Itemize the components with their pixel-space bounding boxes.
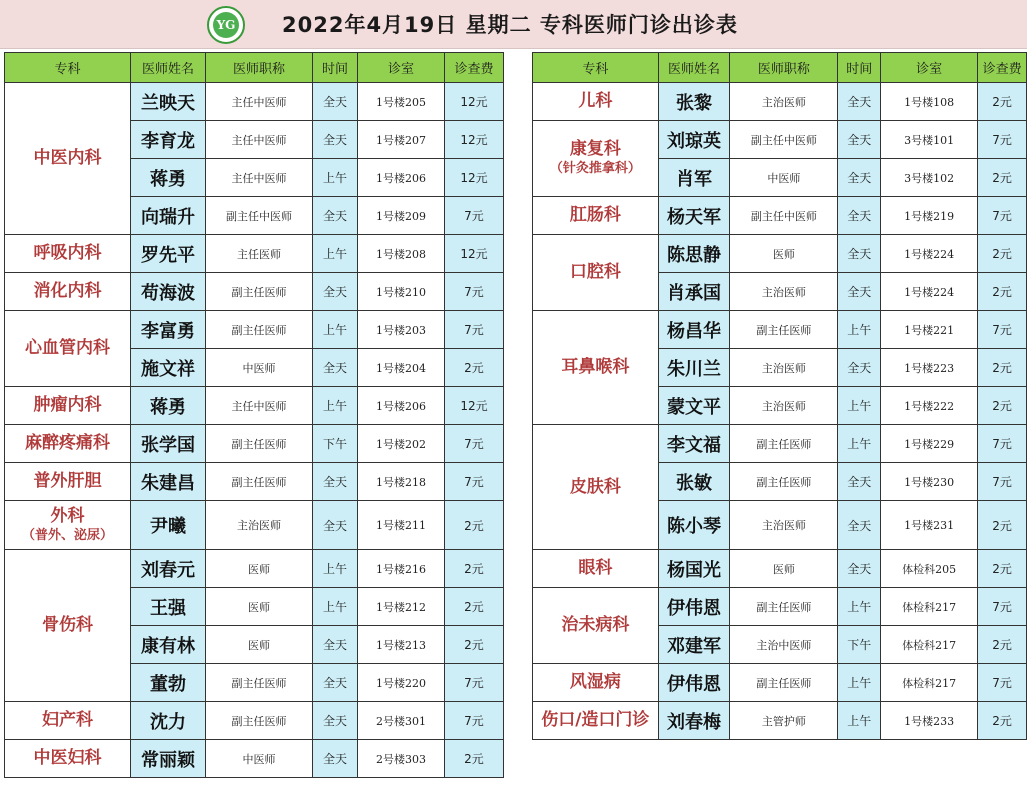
clinic-room: 1号楼207 <box>358 121 445 159</box>
time-slot: 全天 <box>838 349 881 387</box>
consult-fee: 2元 <box>445 349 504 387</box>
clinic-room: 1号楼229 <box>881 425 978 463</box>
department-cell <box>533 702 659 740</box>
consult-fee: 2元 <box>445 740 504 778</box>
department-cell <box>533 311 659 425</box>
doctor-title: 医师 <box>730 550 838 588</box>
time-slot: 全天 <box>838 463 881 501</box>
header-row <box>5 53 504 83</box>
doctor-name: 兰映天 <box>131 83 206 121</box>
consult-fee: 7元 <box>445 425 504 463</box>
consult-fee: 7元 <box>445 311 504 349</box>
clinic-room: 1号楼221 <box>881 311 978 349</box>
doctor-title: 主任中医师 <box>206 387 313 425</box>
time-slot: 上午 <box>313 235 358 273</box>
clinic-room: 1号楼233 <box>881 702 978 740</box>
doctor-title: 副主任医师 <box>730 664 838 702</box>
doctor-name: 沈力 <box>131 702 206 740</box>
time-slot: 全天 <box>838 159 881 197</box>
header-room: 诊室 <box>881 53 978 83</box>
doctor-title: 主任中医师 <box>206 83 313 121</box>
time-slot: 全天 <box>313 83 358 121</box>
doctor-title: 医师 <box>206 588 313 626</box>
table-row <box>533 235 1027 273</box>
clinic-room: 1号楼203 <box>358 311 445 349</box>
consult-fee: 2元 <box>978 550 1027 588</box>
table-row <box>533 83 1027 121</box>
department-name: 肛肠科 <box>569 205 621 225</box>
consult-fee: 2元 <box>978 702 1027 740</box>
consult-fee: 2元 <box>445 626 504 664</box>
consult-fee: 2元 <box>978 387 1027 425</box>
clinic-room: 1号楼224 <box>881 235 978 273</box>
doctor-name: 朱川兰 <box>658 349 730 387</box>
time-slot: 全天 <box>313 273 358 311</box>
consult-fee: 2元 <box>978 626 1027 664</box>
doctor-title: 副主任医师 <box>730 588 838 626</box>
doctor-name: 施文祥 <box>131 349 206 387</box>
header-fee: 诊查费 <box>978 53 1027 83</box>
department-name: 心血管内科 <box>25 338 110 358</box>
time-slot: 下午 <box>838 626 881 664</box>
department-cell <box>5 501 131 550</box>
consult-fee: 7元 <box>445 702 504 740</box>
doctor-title: 主治医师 <box>206 501 313 550</box>
time-slot: 全天 <box>313 197 358 235</box>
doctor-title: 主治医师 <box>730 273 838 311</box>
left-schedule-table <box>4 52 504 778</box>
consult-fee: 2元 <box>978 349 1027 387</box>
doctor-name: 刘琼英 <box>658 121 730 159</box>
doctor-name: 王强 <box>131 588 206 626</box>
time-slot: 上午 <box>838 588 881 626</box>
department-cell <box>5 425 131 463</box>
table-row <box>5 550 504 588</box>
table-row <box>533 121 1027 159</box>
doctor-name: 杨国光 <box>658 550 730 588</box>
doctor-name: 常丽颖 <box>131 740 206 778</box>
table-row <box>5 387 504 425</box>
time-slot: 上午 <box>838 664 881 702</box>
department-name: 耳鼻喉科 <box>561 357 630 377</box>
title-bar <box>0 0 1027 49</box>
time-slot: 上午 <box>313 159 358 197</box>
clinic-room: 1号楼108 <box>881 83 978 121</box>
time-slot: 全天 <box>313 349 358 387</box>
hospital-logo-icon: YG <box>207 6 245 44</box>
page-title: 2022年4月19日 星期二 专科医师门诊出诊表 <box>282 13 738 37</box>
time-slot: 全天 <box>313 463 358 501</box>
doctor-title: 医师 <box>206 626 313 664</box>
doctor-name: 肖军 <box>658 159 730 197</box>
consult-fee: 7元 <box>978 463 1027 501</box>
department-subtitle: （针灸推拿科） <box>549 161 641 176</box>
doctor-name: 康有林 <box>131 626 206 664</box>
department-name: 普外肝胆 <box>33 471 102 491</box>
department-name: 中医妇科 <box>33 748 102 768</box>
doctor-name: 杨天军 <box>658 197 730 235</box>
clinic-room: 1号楼211 <box>358 501 445 550</box>
table-row <box>533 664 1027 702</box>
department-name: 治未病科 <box>561 615 630 635</box>
time-slot: 全天 <box>838 235 881 273</box>
header-title: 医师职称 <box>206 53 313 83</box>
clinic-room: 1号楼213 <box>358 626 445 664</box>
department-cell <box>533 197 659 235</box>
doctor-title: 主管护师 <box>730 702 838 740</box>
department-cell <box>533 664 659 702</box>
department-name: 康复科 <box>569 139 621 159</box>
doctor-title: 主治医师 <box>730 501 838 550</box>
time-slot: 全天 <box>838 83 881 121</box>
consult-fee: 2元 <box>978 83 1027 121</box>
time-slot: 上午 <box>313 588 358 626</box>
consult-fee: 2元 <box>445 588 504 626</box>
table-row <box>533 588 1027 626</box>
department-name: 妇产科 <box>42 710 93 730</box>
consult-fee: 7元 <box>978 425 1027 463</box>
clinic-room: 1号楼223 <box>881 349 978 387</box>
clinic-room: 1号楼209 <box>358 197 445 235</box>
doctor-name: 朱建昌 <box>131 463 206 501</box>
time-slot: 全天 <box>838 197 881 235</box>
doctor-title: 主任医师 <box>206 235 313 273</box>
consult-fee: 7元 <box>445 273 504 311</box>
header-title: 医师职称 <box>730 53 838 83</box>
consult-fee: 7元 <box>978 197 1027 235</box>
time-slot: 全天 <box>838 550 881 588</box>
doctor-name: 罗先平 <box>131 235 206 273</box>
clinic-room: 1号楼231 <box>881 501 978 550</box>
consult-fee: 7元 <box>445 664 504 702</box>
doctor-title: 副主任医师 <box>206 311 313 349</box>
department-name: 中医内科 <box>33 148 102 168</box>
header-row <box>533 53 1027 83</box>
doctor-name: 刘春元 <box>131 550 206 588</box>
department-cell <box>5 311 131 387</box>
clinic-room: 1号楼216 <box>358 550 445 588</box>
department-cell <box>5 702 131 740</box>
clinic-room: 2号楼301 <box>358 702 445 740</box>
time-slot: 全天 <box>313 702 358 740</box>
doctor-title: 医师 <box>206 550 313 588</box>
consult-fee: 12元 <box>445 83 504 121</box>
time-slot: 全天 <box>313 740 358 778</box>
consult-fee: 7元 <box>978 588 1027 626</box>
table-row <box>533 425 1027 463</box>
department-name: 风湿病 <box>569 672 621 692</box>
consult-fee: 2元 <box>445 550 504 588</box>
time-slot: 上午 <box>313 387 358 425</box>
doctor-name: 张学国 <box>131 425 206 463</box>
doctor-name: 肖承国 <box>658 273 730 311</box>
clinic-room: 1号楼230 <box>881 463 978 501</box>
doctor-title: 副主任中医师 <box>730 121 838 159</box>
doctor-name: 张黎 <box>658 83 730 121</box>
doctor-name: 伊伟恩 <box>658 664 730 702</box>
doctor-title: 副主任医师 <box>206 463 313 501</box>
clinic-room: 1号楼220 <box>358 664 445 702</box>
doctor-title: 主治医师 <box>730 349 838 387</box>
doctor-name: 李富勇 <box>131 311 206 349</box>
doctor-title: 主治医师 <box>730 83 838 121</box>
doctor-title: 副主任中医师 <box>206 197 313 235</box>
time-slot: 全天 <box>313 626 358 664</box>
right-schedule-table <box>532 52 1027 740</box>
table-row <box>533 311 1027 349</box>
department-name: 伤口/造口门诊 <box>541 710 650 730</box>
consult-fee: 7元 <box>445 197 504 235</box>
table-row <box>5 235 504 273</box>
doctor-title: 中医师 <box>730 159 838 197</box>
clinic-room: 体检科205 <box>881 550 978 588</box>
department-name: 呼吸内科 <box>33 243 102 263</box>
table-row <box>5 740 504 778</box>
department-cell <box>5 387 131 425</box>
doctor-name: 蒋勇 <box>131 387 206 425</box>
consult-fee: 2元 <box>978 159 1027 197</box>
department-name: 麻醉疼痛科 <box>25 433 110 453</box>
doctor-title: 中医师 <box>206 349 313 387</box>
table-row <box>5 425 504 463</box>
clinic-room: 体检科217 <box>881 588 978 626</box>
clinic-room: 1号楼219 <box>881 197 978 235</box>
header-dept: 专科 <box>533 53 659 83</box>
time-slot: 全天 <box>313 501 358 550</box>
clinic-room: 1号楼218 <box>358 463 445 501</box>
header-doctor: 医师姓名 <box>658 53 730 83</box>
doctor-name: 张敏 <box>658 463 730 501</box>
header-doctor: 医师姓名 <box>131 53 206 83</box>
doctor-name: 杨昌华 <box>658 311 730 349</box>
doctor-title: 主任中医师 <box>206 121 313 159</box>
header-time: 时间 <box>313 53 358 83</box>
time-slot: 上午 <box>313 311 358 349</box>
time-slot: 上午 <box>313 550 358 588</box>
doctor-name: 蒙文平 <box>658 387 730 425</box>
table-row <box>5 273 504 311</box>
department-subtitle: （普外、泌尿） <box>21 527 113 543</box>
consult-fee: 7元 <box>978 311 1027 349</box>
table-row <box>5 702 504 740</box>
consult-fee: 12元 <box>445 235 504 273</box>
time-slot: 全天 <box>313 121 358 159</box>
header-dept: 专科 <box>5 53 131 83</box>
table-row <box>5 311 504 349</box>
doctor-name: 邓建军 <box>658 626 730 664</box>
doctor-title: 主治医师 <box>730 387 838 425</box>
time-slot: 下午 <box>313 425 358 463</box>
doctor-title: 主任中医师 <box>206 159 313 197</box>
department-cell <box>5 83 131 235</box>
table-row <box>533 197 1027 235</box>
consult-fee: 7元 <box>978 121 1027 159</box>
consult-fee: 12元 <box>445 121 504 159</box>
consult-fee: 7元 <box>445 463 504 501</box>
clinic-room: 3号楼102 <box>881 159 978 197</box>
doctor-title: 主治中医师 <box>730 626 838 664</box>
clinic-room: 3号楼101 <box>881 121 978 159</box>
header-room: 诊室 <box>358 53 445 83</box>
doctor-name: 董勃 <box>131 664 206 702</box>
department-name: 皮肤科 <box>569 476 621 497</box>
clinic-room: 1号楼205 <box>358 83 445 121</box>
clinic-room: 1号楼206 <box>358 387 445 425</box>
consult-fee: 2元 <box>445 501 504 550</box>
department-cell <box>533 83 659 121</box>
doctor-name: 陈小琴 <box>658 501 730 550</box>
department-cell <box>5 273 131 311</box>
clinic-room: 1号楼206 <box>358 159 445 197</box>
time-slot: 上午 <box>838 425 881 463</box>
department-name: 口腔科 <box>569 262 621 282</box>
table-row <box>533 550 1027 588</box>
clinic-room: 体检科217 <box>881 626 978 664</box>
clinic-room: 1号楼222 <box>881 387 978 425</box>
department-name: 眼科 <box>578 558 613 578</box>
clinic-room: 1号楼224 <box>881 273 978 311</box>
header-time: 时间 <box>838 53 881 83</box>
table-row <box>5 83 504 121</box>
clinic-room: 1号楼212 <box>358 588 445 626</box>
department-cell <box>5 463 131 501</box>
clinic-room: 1号楼208 <box>358 235 445 273</box>
department-cell <box>5 740 131 778</box>
department-name: 肿瘤内科 <box>33 395 102 415</box>
department-name: 消化内科 <box>33 281 102 301</box>
doctor-name: 伊伟恩 <box>658 588 730 626</box>
table-row <box>5 501 504 550</box>
doctor-title: 医师 <box>730 235 838 273</box>
consult-fee: 2元 <box>978 273 1027 311</box>
department-cell <box>533 121 659 197</box>
department-name: 儿科 <box>578 91 613 111</box>
department-name: 外科 <box>50 505 85 526</box>
doctor-title: 副主任医师 <box>206 425 313 463</box>
doctor-title: 副主任医师 <box>206 664 313 702</box>
doctor-name: 向瑞升 <box>131 197 206 235</box>
department-cell <box>533 235 659 311</box>
consult-fee: 12元 <box>445 159 504 197</box>
consult-fee: 12元 <box>445 387 504 425</box>
doctor-name: 李育龙 <box>131 121 206 159</box>
time-slot: 全天 <box>313 664 358 702</box>
department-name: 骨伤科 <box>42 615 93 635</box>
department-cell <box>533 588 659 664</box>
doctor-name: 李文福 <box>658 425 730 463</box>
doctor-title: 副主任医师 <box>730 311 838 349</box>
doctor-title: 中医师 <box>206 740 313 778</box>
doctor-title: 副主任医师 <box>730 463 838 501</box>
time-slot: 上午 <box>838 311 881 349</box>
time-slot: 上午 <box>838 702 881 740</box>
time-slot: 全天 <box>838 273 881 311</box>
header-fee: 诊查费 <box>445 53 504 83</box>
doctor-title: 副主任医师 <box>206 273 313 311</box>
department-cell <box>5 235 131 273</box>
clinic-room: 1号楼204 <box>358 349 445 387</box>
clinic-room: 体检科217 <box>881 664 978 702</box>
doctor-name: 苟海波 <box>131 273 206 311</box>
doctor-name: 刘春梅 <box>658 702 730 740</box>
table-row <box>533 702 1027 740</box>
clinic-room: 1号楼210 <box>358 273 445 311</box>
consult-fee: 2元 <box>978 235 1027 273</box>
consult-fee: 2元 <box>978 501 1027 550</box>
department-cell <box>533 425 659 550</box>
doctor-title: 副主任中医师 <box>730 197 838 235</box>
table-row <box>5 463 504 501</box>
doctor-title: 副主任医师 <box>206 702 313 740</box>
consult-fee: 7元 <box>978 664 1027 702</box>
time-slot: 全天 <box>838 501 881 550</box>
doctor-name: 尹曦 <box>131 501 206 550</box>
department-cell <box>5 550 131 702</box>
clinic-room: 2号楼303 <box>358 740 445 778</box>
department-cell <box>533 550 659 588</box>
clinic-room: 1号楼202 <box>358 425 445 463</box>
doctor-name: 蒋勇 <box>131 159 206 197</box>
doctor-name: 陈思静 <box>658 235 730 273</box>
time-slot: 全天 <box>838 121 881 159</box>
time-slot: 上午 <box>838 387 881 425</box>
doctor-title: 副主任医师 <box>730 425 838 463</box>
